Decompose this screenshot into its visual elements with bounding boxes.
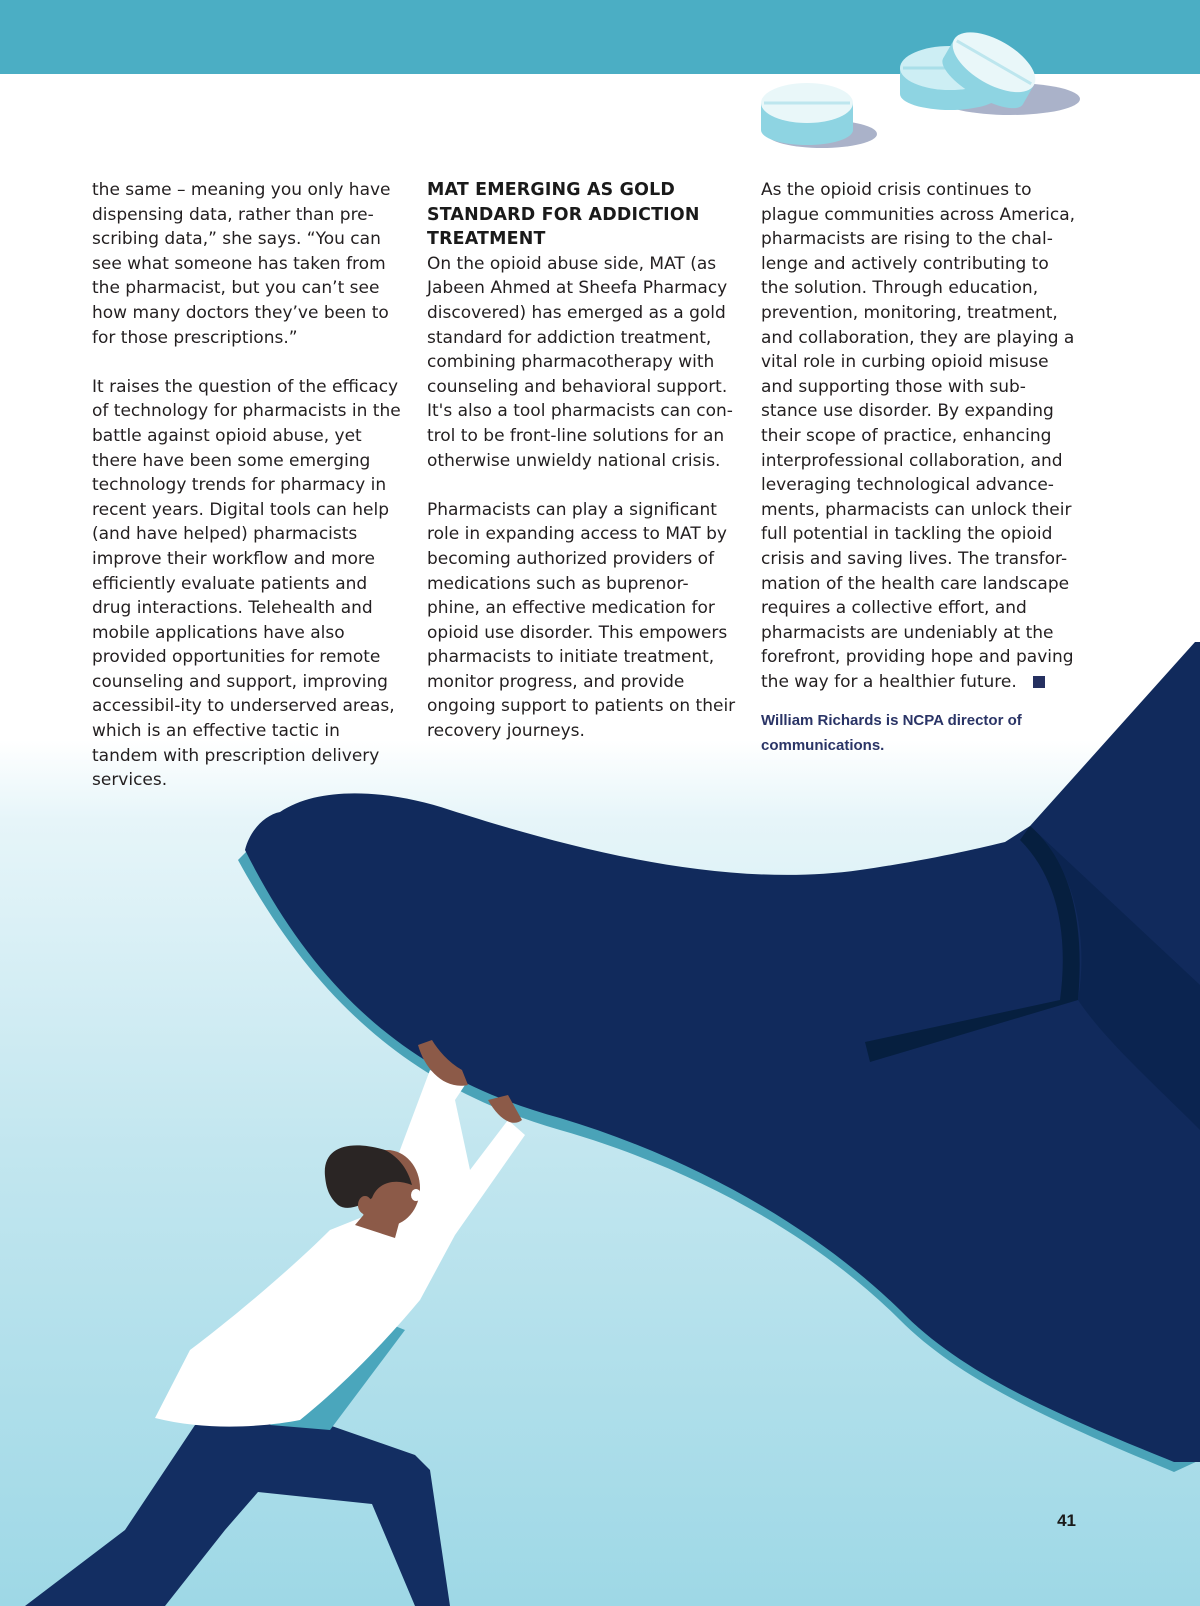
conclusion-text: As the opioid crisis continues to plague communities across America, pharmacists are rising to the chal-lenge and actively contributing to the solution. Through education, prevention, monitoring, treatment, and collaboration, they are playing a vital role in curbing opioid misuse and supporting those with sub-stance use disorder. By expanding their scope of practice, enhancing interprofessional collaboration, and leveraging technological advance-ments, pharmacists can unlock their full potential in tackling the opioid crisis and saving lives. The transfor-mation of the health care landscape requires a collective effort, and pharmacists are undeniably at the forefront, providing hope and paving the way for a healthier future. (761, 180, 1076, 692)
body-paragraph: It raises the question of the efficacy of technology for pharmacists in the battle against opioid abuse, yet there have been some emerging technology trends for pharmacy in recent years. Digital tools can help (and have helped) pharmacists improve their workflow and more efficiently evaluate patients and drug interactions. Telehealth and mobile applications have also provided opportunities for remote counseling and support, improving accessibil-ity to underserved areas, which is an effective tactic in tandem with prescription delivery services. (92, 376, 401, 791)
trousers (25, 1415, 450, 1606)
eye (411, 1189, 421, 1201)
ear (358, 1196, 372, 1214)
page-number: 41 (1057, 1511, 1076, 1530)
article-column-1 (92, 178, 408, 793)
end-of-article-mark (1033, 676, 1045, 688)
article-column-2 (427, 178, 737, 744)
pill-small (761, 83, 853, 145)
pills-illustration (761, 20, 1080, 148)
body-paragraph: On the opioid abuse side, MAT (as Jabeen Ahmed at Sheefa Pharmacy discovered) has emerged as a gold standard for addiction treatment, combining pharmacotherapy with counseling and behavioral support. It's also a tool pharmacists can con-trol to be front-line solutions for an otherwise unwieldy national crisis. (427, 253, 733, 471)
pharmacist-figure (25, 1040, 525, 1606)
article-column-3 (761, 178, 1081, 758)
conclusion-paragraph (761, 178, 1081, 694)
section-heading: MAT EMERGING AS GOLD STANDARD FOR ADDICTION TREATMENT (427, 180, 700, 250)
author-byline: William Richards is NCPA director of communications. (761, 712, 1022, 755)
lab-coat (155, 1070, 525, 1427)
body-paragraph: Pharmacists can play a significant role in expanding access to MAT by becoming authorized providers of medications such as buprenor-phine, an effective medication for opioid use disorder. This empowers pharmacists to initiate treatment, monitor progress, and provide ongoing support to patients on their recovery journeys. (427, 499, 736, 742)
body-paragraph: the same – meaning you only have dispensing data, rather than pre-scribing data,” she says. “You can see what someone has taken from the pharmacist, but you can’t see how many doctors they’ve been to for those prescriptions.” (92, 180, 391, 348)
